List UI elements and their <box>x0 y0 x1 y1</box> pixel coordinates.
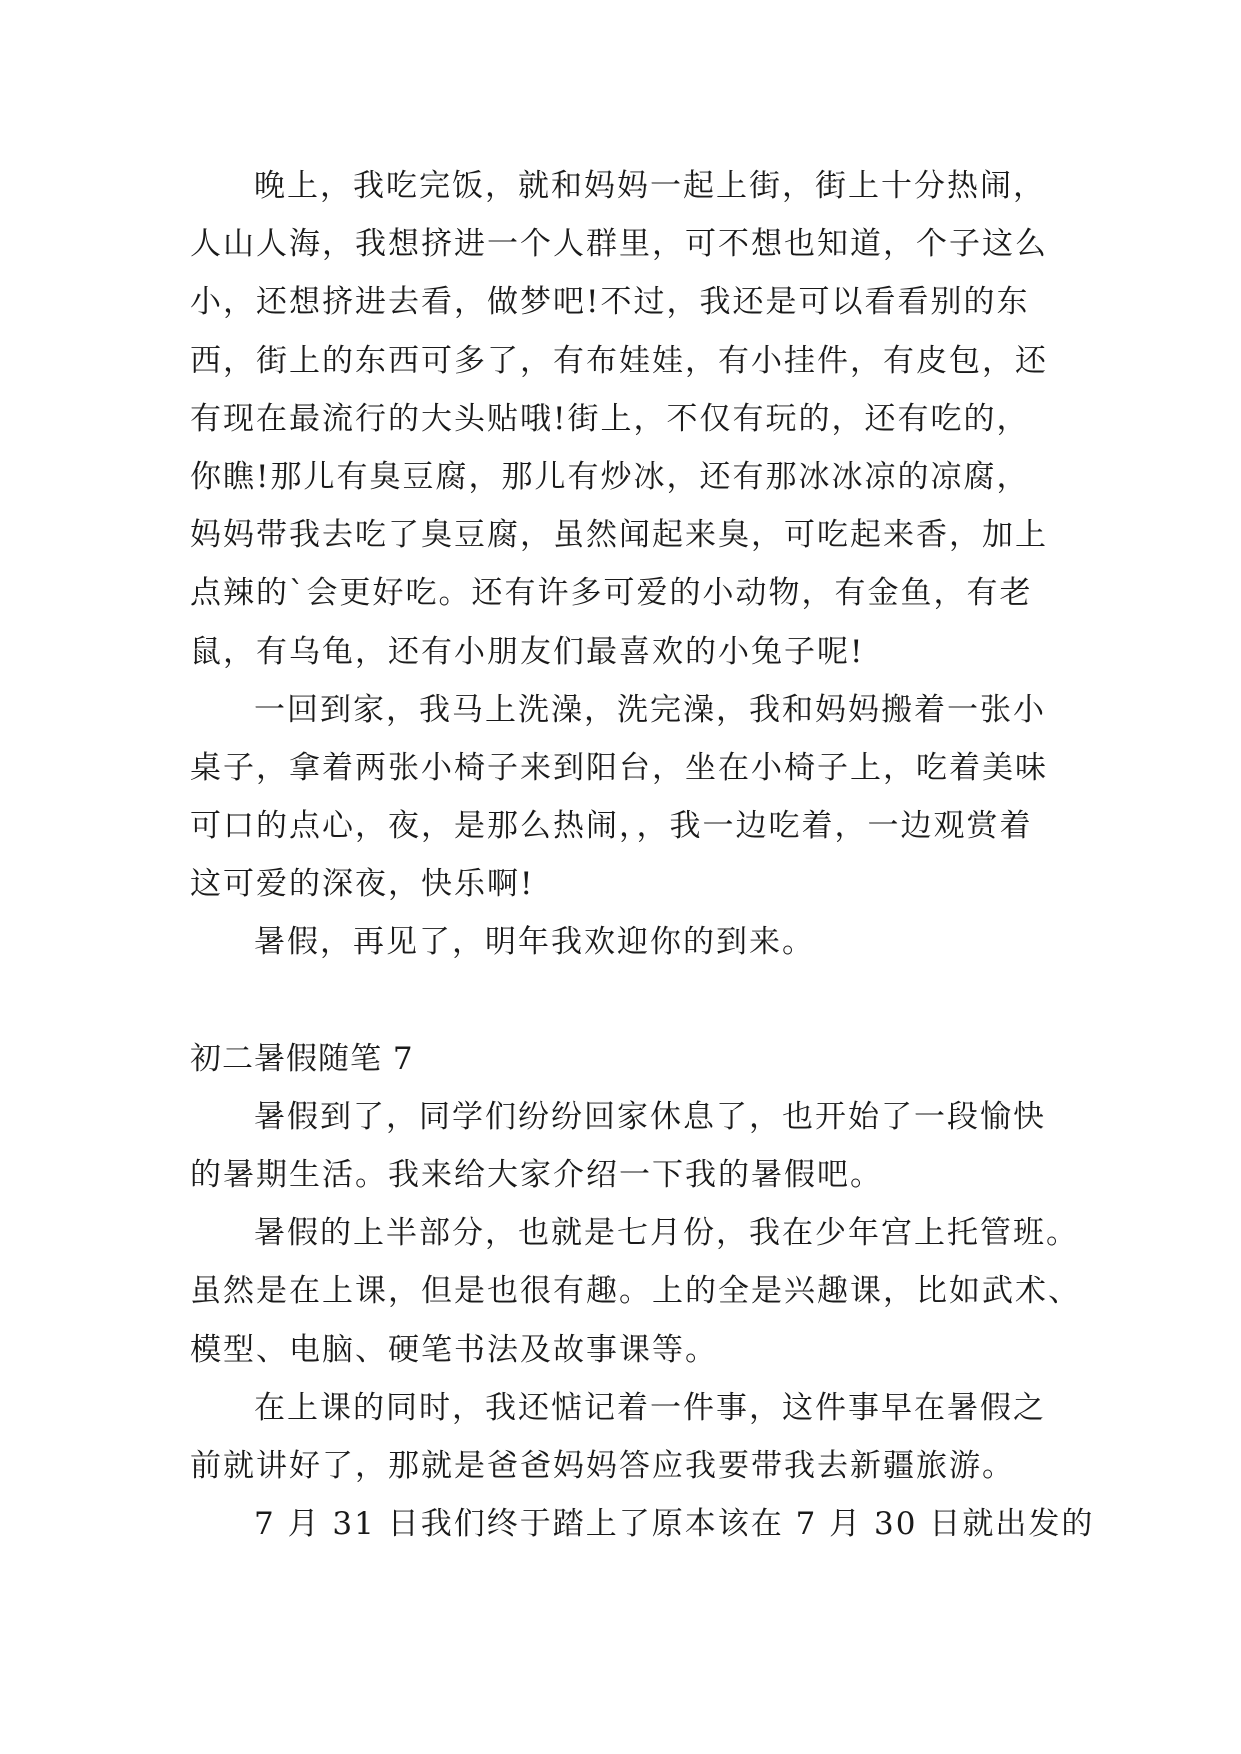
paragraph <box>190 157 1060 681</box>
text-line: 鼠，有乌龟，还有小朋友们最喜欢的小兔子呢! <box>190 633 865 670</box>
text-line: 晚上，我吃完饭，就和妈妈一起上街，街上十分热闹， <box>254 168 1046 204</box>
text-line: 可口的点心，夜，是那么热闹，，我一边吃着，一边观赏着 <box>190 808 1033 845</box>
text-line: 西，街上的东西可多了，有布娃娃，有小挂件，有皮包，还 <box>190 342 1048 379</box>
text-line: 在上课的同时，我还惦记着一件事，这件事早在暑假之 <box>254 1389 1046 1426</box>
paragraph <box>190 1495 1095 1553</box>
document-body <box>190 157 1095 1553</box>
text-line: 人山人海，我想挤进一个人群里，可不想也知道，个子这么 <box>190 226 1048 263</box>
text-line: 模型、电脑、硬笔书法及故事课等。 <box>190 1331 718 1368</box>
text-line: 有现在最流行的大头贴哦!街上，不仅有玩的，还有吃的， <box>190 400 1030 437</box>
paragraph <box>190 681 1060 914</box>
text-line: 你瞧!那儿有臭豆腐，那儿有炒冰，还有那冰冰凉的凉腐， <box>190 458 1030 495</box>
text-line: 一回到家，我马上洗澡，洗完澡，我和妈妈搬着一张小 <box>254 691 1046 728</box>
text-line: 暑假，再见了，明年我欢迎你的到来。 <box>254 924 815 961</box>
text-line: 点辣的`会更好吃。还有许多可爱的小动物，有金鱼，有老 <box>190 575 1033 612</box>
text-line: 前就讲好了，那就是爸爸妈妈答应我要带我去新疆旅游。 <box>190 1447 1015 1484</box>
paragraph <box>190 1204 1081 1379</box>
text-line: 暑假的上半部分，也就是七月份，我在少年宫上托管班。 <box>254 1215 1079 1252</box>
text-line: 7 月 31 日我们终于踏上了原本该在 7 月 30 日就出发的 <box>254 1506 1095 1543</box>
section-spacer <box>190 972 1060 1030</box>
paragraph <box>190 1379 1060 1495</box>
paragraph <box>190 1088 1060 1204</box>
text-line: 小，还想挤进去看，做梦吧!不过，我还是可以看看别的东 <box>190 284 1030 321</box>
text-line: 虽然是在上课，但是也很有趣。上的全是兴趣课，比如武术、 <box>190 1273 1081 1310</box>
text-line: 暑假到了，同学们纷纷回家休息了，也开始了一段愉快 <box>254 1098 1046 1135</box>
text-line: 的暑期生活。我来给大家介绍一下我的暑假吧。 <box>190 1157 883 1193</box>
section-title: 初二暑假随笔 7 <box>190 1040 414 1077</box>
text-line: 妈妈带我去吃了臭豆腐，虽然闻起来臭，可吃起来香，加上 <box>190 517 1048 554</box>
text-line: 桌子，拿着两张小椅子来到阳台，坐在小椅子上，吃着美味 <box>190 749 1048 786</box>
paragraph <box>190 913 1060 971</box>
text-line: 这可爱的深夜，快乐啊! <box>190 866 535 903</box>
